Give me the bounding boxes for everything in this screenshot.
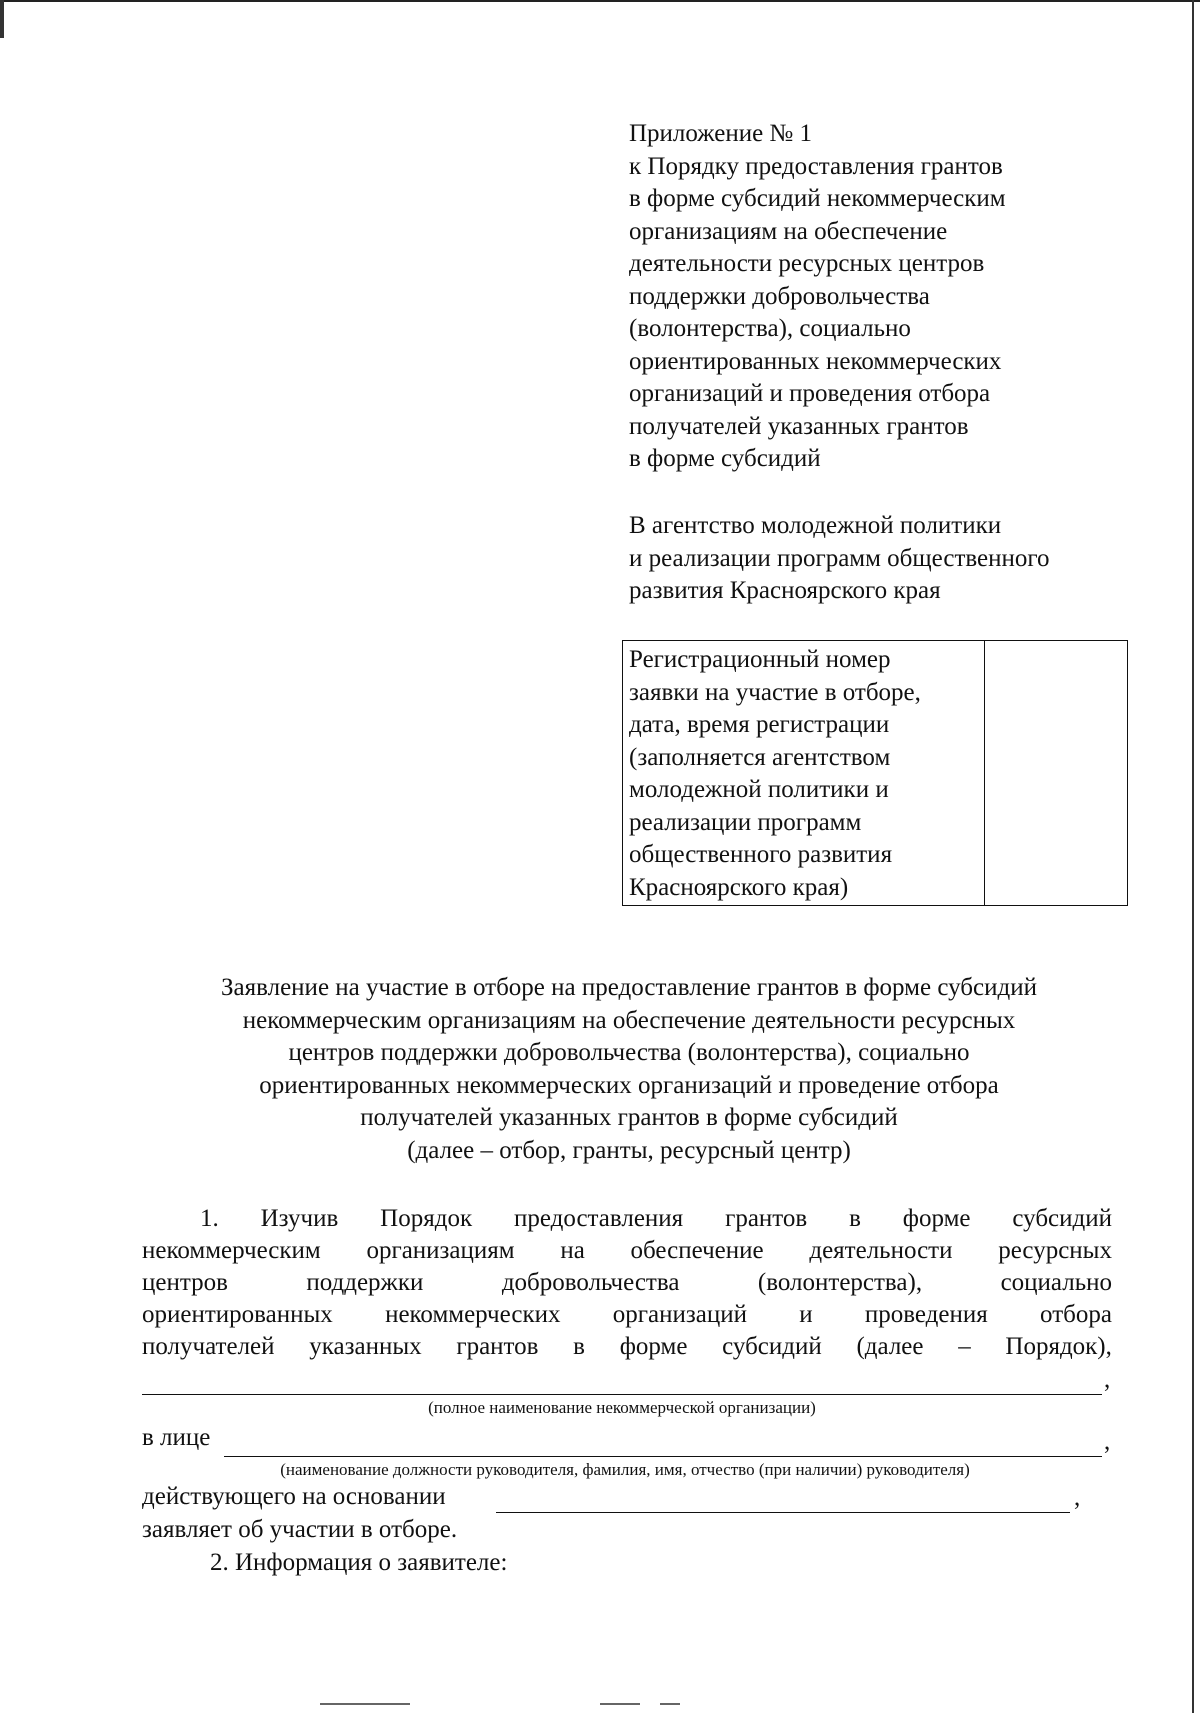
paragraph-word: некоммерческим [142,1237,321,1264]
paragraph-word: в [849,1205,861,1232]
paragraph-1 [142,1203,1112,1363]
addressee-block [629,510,1149,608]
org-name-comma: , [1104,1366,1111,1393]
addressee-line: и реализации программ общественного [629,544,1050,572]
registration-label-line: общественного развития [629,841,893,868]
appendix-line: организаций и проведения отбора [629,380,991,407]
paragraph-word: социально [1000,1269,1112,1296]
scan-edge-left-mark [0,0,4,38]
paragraph-word: деятельности [809,1237,953,1264]
paragraph-line [142,1235,1112,1267]
paragraph-word: Порядок [380,1205,473,1232]
paragraph-word: предоставления [513,1205,684,1232]
paragraph-word: поддержки [306,1269,424,1296]
appendix-line: в форме субсидий некоммерческим [629,185,1006,212]
scan-edge-top [0,0,1200,2]
registration-table [622,640,1128,906]
scan-bottom-marks [300,1703,900,1709]
paragraph-word: (далее [856,1333,924,1360]
paragraph-word: на [560,1237,585,1264]
appendix-line: в форме субсидий [629,445,821,472]
addressee-line: В агентство молодежной политики [629,512,1002,539]
paragraph-word: форме [902,1205,971,1232]
appendix-line: деятельности ресурсных центров [629,250,985,277]
paragraph-word: проведения [864,1301,988,1328]
paragraph-line [142,1299,1112,1331]
paragraph-word: Изучив [260,1205,339,1232]
title-line: Заявление на участие в отборе на предоставление грантов в форме субсидий [221,974,1037,1001]
appendix-line: получателей указанных грантов [629,412,969,440]
paragraph-word: грантов [725,1205,808,1232]
registration-label-cell [623,641,985,905]
paragraph-word: организаций [612,1301,747,1328]
represented-by-label: в лице [142,1424,211,1451]
basis-field[interactable] [496,1488,1070,1513]
paragraph-word: центров [142,1269,228,1296]
represented-by-comma: , [1104,1428,1111,1455]
appendix-line: к Порядку предоставления грантов [629,152,1003,180]
paragraph-word: ориентированных [142,1301,333,1328]
scan-edge-right [1192,0,1194,1713]
org-name-field[interactable] [142,1370,1102,1395]
title-line: ориентированных некоммерческих организаций и проведение отбора [259,1071,999,1099]
section-2-heading: 2. Информация о заявителе: [210,1549,508,1576]
appendix-line: (волонтерства), социально [629,315,911,342]
document-title [130,972,1128,1167]
registration-label-line: реализации программ [629,808,862,836]
represented-by-caption: (наименование должности руководителя, фамилия, имя, отчество (при наличии) руководителя) [280,1460,970,1479]
paragraph-line [142,1331,1112,1363]
registration-label-line: дата, время регистрации [629,711,890,738]
paragraph-word: субсидий [722,1333,822,1360]
basis-label: действующего на основании [142,1483,446,1510]
registration-value-cell[interactable] [985,641,1127,905]
paragraph-word: – [958,1333,971,1360]
appendix-line: организациям на обеспечение [629,217,948,245]
title-line: получателей указанных грантов в форме субсидий [360,1104,898,1131]
represented-by-field[interactable] [224,1432,1102,1457]
registration-label-line: Красноярского края) [629,873,849,901]
paragraph-word: получателей [142,1333,275,1360]
registration-label-line: Регистрационный номер [629,646,891,673]
registration-label-line: заявки на участие в отборе, [629,678,921,706]
addressee-line: развития Красноярского края [629,577,941,604]
paragraph-line [142,1267,1112,1299]
registration-label-line: молодежной политики и [629,776,889,803]
registration-label-line: (заполняется агентством [629,743,891,771]
paragraph-word: отбора [1040,1301,1112,1328]
paragraph-line [142,1203,1112,1235]
title-line: некоммерческим организациям на обеспечение деятельности ресурсных [242,1006,1016,1034]
appendix-line: Приложение № 1 [629,120,813,147]
title-line: (далее – отбор, гранты, ресурсный центр) [407,1136,851,1164]
paragraph-word: в [573,1333,585,1360]
paragraph-word: грантов [456,1333,539,1360]
appendix-line: ориентированных некоммерческих [629,347,1002,375]
paragraph-word: субсидий [1012,1205,1112,1232]
paragraph-word: указанных [309,1333,422,1360]
paragraph-word: и [799,1301,813,1328]
declares-participation-text: заявляет об участии в отборе. [142,1516,458,1543]
paragraph-word: форме [619,1333,688,1360]
appendix-line: поддержки добровольчества [629,282,930,310]
paragraph-word: 1. [200,1205,219,1232]
paragraph-word: обеспечение [630,1237,764,1264]
paragraph-word: ресурсных [998,1237,1112,1264]
org-name-caption: (полное наименование некоммерческой организации) [428,1398,816,1417]
paragraph-word: (волонтерства), [757,1269,923,1296]
paragraph-word: Порядок), [1005,1333,1112,1360]
appendix-header [629,118,1109,476]
title-line: центров поддержки добровольчества (волонтерства), социально [288,1039,970,1066]
paragraph-word: некоммерческих [385,1301,561,1328]
basis-comma: , [1074,1484,1081,1511]
paragraph-word: организациям [366,1237,515,1264]
paragraph-word: добровольчества [501,1269,680,1296]
